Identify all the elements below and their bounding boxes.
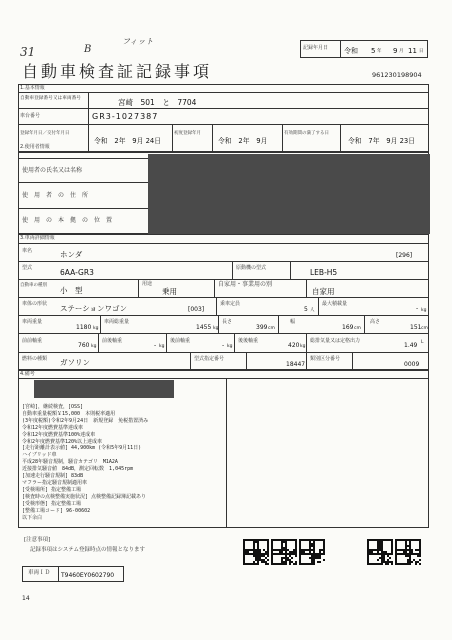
qr-code-icon xyxy=(243,539,269,565)
redacted-remarks xyxy=(34,380,174,398)
remark-line: [加速走行騒音規制] 83dB xyxy=(22,473,84,480)
remark-line: 令和12年度燃費基準100%達成車 xyxy=(22,431,96,438)
record-date-day: 11 xyxy=(408,47,417,55)
capacity-value: 5 xyxy=(304,306,308,313)
front-rear-axle-label: 前後軸重 xyxy=(102,338,123,344)
remark-line: 自動車重量税額￥15,000 本則税率適用 xyxy=(22,410,116,417)
body-label: 車体の形状 xyxy=(22,301,48,307)
remarks-header: 4.備考 xyxy=(20,371,35,377)
gross-weight-label: 車両総重量 xyxy=(104,319,130,325)
rear-rear-axle-value: 420 xyxy=(288,342,300,349)
basic-info-header: 1.基本情報 xyxy=(20,85,45,91)
height-label: 高さ xyxy=(370,319,381,325)
fuel-label: 燃料の種類 xyxy=(22,356,48,362)
page-title: 自動車検査証記録事項 xyxy=(22,62,213,81)
record-date-label: 記録年月日 xyxy=(303,45,329,51)
gross-weight-unit: kg xyxy=(213,326,219,331)
body-value: ステーションワゴン xyxy=(60,304,128,313)
front-rear-axle-value: - xyxy=(154,342,157,349)
vehicle-id-value: T9460EY0602790 xyxy=(61,572,115,579)
maxload-value: - xyxy=(416,305,419,312)
qr-code-icon xyxy=(299,539,325,565)
remark-line: [受検形態] 指定整備工場 xyxy=(22,500,82,507)
expiry-label: 有効期間の満了する日 xyxy=(284,131,329,136)
first-reg-short-value: 令和 2年 9月 xyxy=(218,137,268,145)
remark-line: 令和2年度燃費基準120%以上達成車 xyxy=(22,438,103,445)
remark-line: [走行距離計表示値] 44,900km (令和5年9月11日) xyxy=(22,445,142,452)
record-date-month-unit: 月 xyxy=(399,49,404,54)
height-value: 151 xyxy=(410,324,422,331)
weight-label: 車両重量 xyxy=(22,319,43,325)
length-value: 399 xyxy=(256,324,268,331)
record-date-month: 9 xyxy=(393,47,398,55)
rear-rear-axle-unit: kg xyxy=(300,344,306,349)
engine-value: LEB-H5 xyxy=(310,268,338,277)
make-code: [296] xyxy=(396,252,413,259)
purpose-label: 自家用・事業用の別 xyxy=(218,281,273,288)
displacement-label: 総排気量又は定格出力 xyxy=(310,338,361,344)
weight-value: 1180 xyxy=(76,324,92,331)
remark-line: [受検場所] 指定整備工場 xyxy=(22,486,82,493)
remark-line: (3年度税額)令和2年9月24日 新規登録 免税措置済み xyxy=(22,417,149,424)
width-label: 幅 xyxy=(290,319,296,325)
vehicle-details-header: 3.車両詳細情報 xyxy=(20,235,55,241)
displacement-value: 1.49 xyxy=(404,342,418,349)
type-number-label: 型式指定番号 xyxy=(194,356,225,362)
user-info-header: 2.使用者情報 xyxy=(20,144,50,150)
rear-front-axle-value: - xyxy=(222,342,225,349)
reg-number-value: 宮崎 501 と 7704 xyxy=(118,98,197,107)
capacity-label: 乗車定員 xyxy=(220,301,241,307)
first-reg-short-label: 初度登録年月 xyxy=(174,131,201,136)
model-label: 型式 xyxy=(22,265,33,271)
front-front-axle-unit: kg xyxy=(91,344,97,349)
notice-text: 記録事項はシステム登録時点の情報となります xyxy=(30,547,145,553)
notice-label: [注意事項] xyxy=(24,537,51,543)
rear-rear-axle-label: 後後軸重 xyxy=(238,338,259,344)
front-front-axle-label: 前前軸重 xyxy=(22,338,43,344)
handwritten-model: フィット xyxy=(122,37,154,46)
user-name-label: 使用者の氏名又は名称 xyxy=(22,167,83,174)
make-value: ホンダ xyxy=(60,250,83,259)
qr-code-icon xyxy=(395,539,421,565)
remark-line: 令和12年度燃費基準達成車 xyxy=(22,424,84,431)
first-reg-label: 登録年月日／交付年月日 xyxy=(20,131,70,136)
record-date-year: 5 xyxy=(371,47,376,55)
expiry-value: 令和 7年 9月 23日 xyxy=(348,137,416,145)
use-label: 用途 xyxy=(142,281,153,287)
remarks-notes xyxy=(22,404,222,521)
make-label: 車名 xyxy=(22,248,33,254)
user-base-label: 使 用 の 本 拠 の 位 置 xyxy=(22,217,113,224)
kind-value: 小 型 xyxy=(60,286,83,295)
remark-line: [検査時の点検整備実施状況] 点検整備記録簿記載あり xyxy=(22,493,147,500)
record-date-era: 令和 xyxy=(344,47,358,55)
rear-front-axle-unit: kg xyxy=(227,344,233,349)
rear-front-axle-label: 後前軸重 xyxy=(170,338,191,344)
body-code: [003] xyxy=(188,306,205,313)
use-value: 乗用 xyxy=(162,287,177,296)
qr-code-icon xyxy=(367,539,393,565)
engine-label: 原動機の型式 xyxy=(236,265,267,271)
remark-line: 以下余白 xyxy=(22,514,43,521)
width-unit: cm xyxy=(354,326,361,331)
vehicle-id-label: 車両ＩＤ xyxy=(28,570,51,576)
chassis-label: 車台番号 xyxy=(20,113,41,119)
width-value: 169 xyxy=(342,324,354,331)
redacted-user-info xyxy=(148,154,430,234)
handwritten-number: 31 xyxy=(20,45,36,59)
qr-code-icon xyxy=(271,539,297,565)
type-number-value: 18447 xyxy=(286,361,306,368)
remark-line: マフラー指定騒音規制適用車 xyxy=(22,479,88,486)
capacity-unit: 人 xyxy=(310,308,315,313)
remark-line: [整備工場コード] 96-00602 xyxy=(22,507,91,514)
remark-line: 平成28年騒音規制，騒音カテゴリ M1A2A xyxy=(22,459,118,466)
kind-label: 自動車の種別 xyxy=(20,283,47,288)
purpose-value: 自家用 xyxy=(312,287,335,296)
record-date-day-unit: 日 xyxy=(419,49,424,54)
user-address-label: 使 用 者 の 住 所 xyxy=(22,192,89,199)
first-reg-value: 令和 2年 9月 24日 xyxy=(94,137,162,145)
document-number: 961230198904 xyxy=(372,71,422,79)
record-date-year-unit: 年 xyxy=(377,49,382,54)
maxload-label: 最大積載量 xyxy=(322,301,348,307)
class-number-value: 0009 xyxy=(404,361,420,368)
model-value: 6AA-GR3 xyxy=(60,268,94,277)
length-label: 長さ xyxy=(222,319,233,325)
chassis-value: GR3-1027387 xyxy=(92,112,159,121)
weight-unit: kg xyxy=(93,326,99,331)
fuel-value: ガソリン xyxy=(60,358,90,367)
reg-number-label: 自動車登録番号又は車両番号 xyxy=(20,96,81,101)
class-number-label: 類別区分番号 xyxy=(310,356,341,362)
length-unit: cm xyxy=(268,326,275,331)
maxload-unit: kg xyxy=(421,308,427,313)
remark-line: ハイブリッド車 xyxy=(22,452,57,459)
remark-line: 近接排気騒音値 84dB，測定回転数 1,045rpm xyxy=(22,466,134,473)
remark-line: [宮崎]，継続検査，[OSS] xyxy=(22,404,84,410)
front-front-axle-value: 760 xyxy=(78,342,90,349)
displacement-unit: L xyxy=(421,340,424,345)
gross-weight-value: 1455 xyxy=(196,324,212,331)
page-number: 14 xyxy=(22,595,30,602)
front-rear-axle-unit: kg xyxy=(159,344,165,349)
handwritten-grade: B xyxy=(84,44,92,55)
height-unit: cm xyxy=(421,326,428,331)
